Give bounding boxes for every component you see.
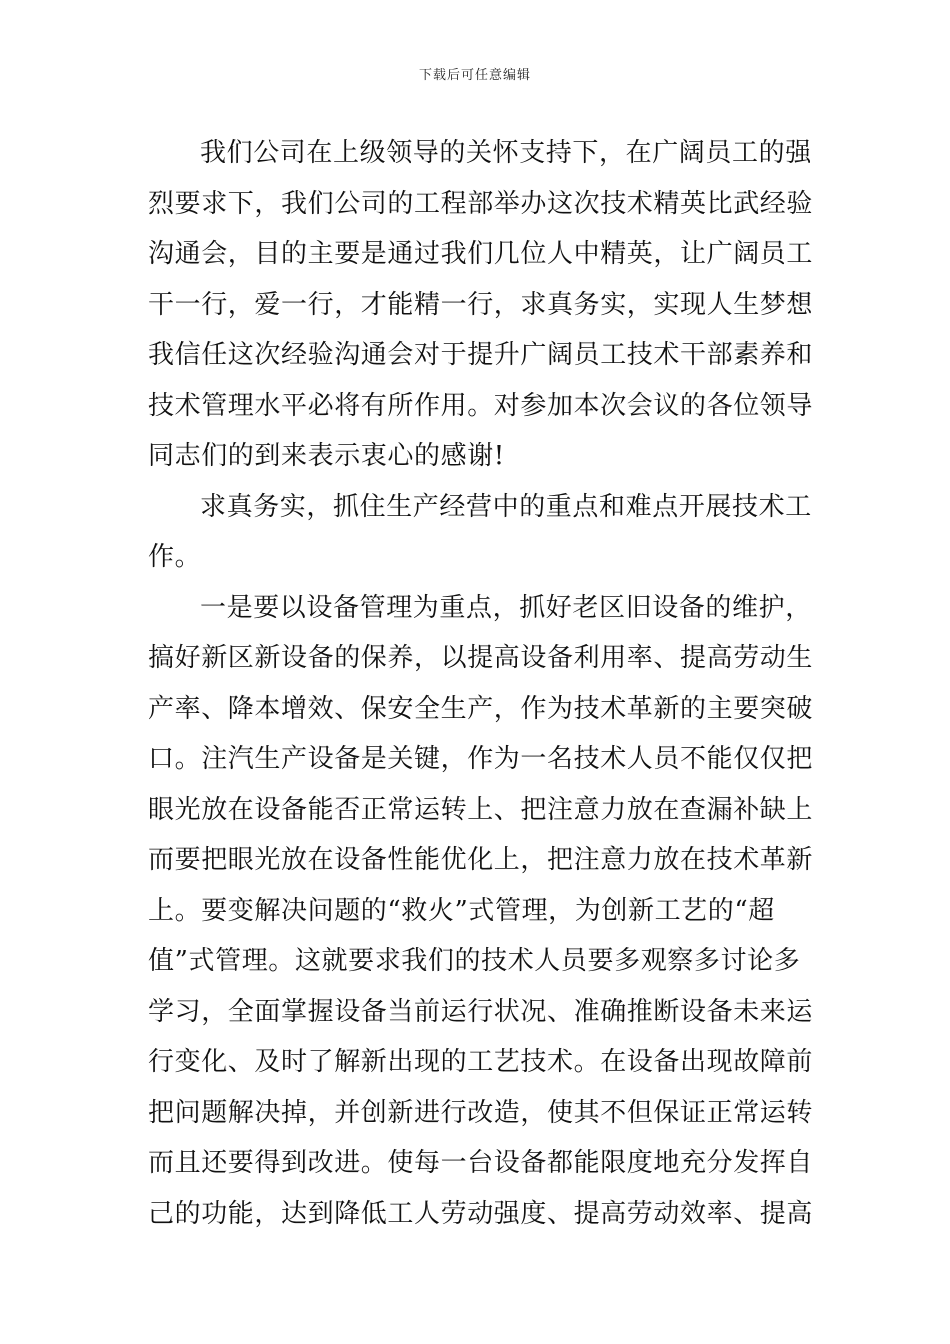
paragraph-line: 我们公司在上级领导的关怀支持下，在广阔员工的强 (200, 138, 812, 168)
paragraph-line: 干一行，爱一行，才能精一行，求真务实，实现人生梦想 (148, 289, 814, 320)
paragraph-line: 学习，全面掌握设备当前运行状况、准确推断设备未来运 (148, 996, 814, 1027)
paragraph-line: 口。注汽生产设备是关键，作为一名技术人员不能仅仅把 (148, 744, 814, 774)
paragraph-line: 我信任这次经验沟通会对于提升广阔员工技术干部素养和 (148, 340, 814, 370)
paragraph-line: 技术管理水平必将有所作用。对参加本次会议的各位领导 (148, 390, 814, 421)
paragraph-line: 搞好新区新设备的保养，以提高设备利用率、提高劳动生 (148, 643, 814, 673)
paragraph-line: 作。 (148, 542, 202, 572)
paragraph-line: 沟通会，目的主要是通过我们几位人中精英，让广阔员工 (148, 239, 814, 269)
paragraph-line: 把问题解决掉，并创新进行改造，使其不但保证正常运转 (148, 1097, 814, 1128)
paragraph-line: 求真务实，抓住生产经营中的重点和难点开展技术工 (200, 491, 812, 522)
paragraph-line: 己的功能，达到降低工人劳动强度、提高劳动效率、提高 (148, 1198, 814, 1229)
document-body (148, 128, 814, 1239)
paragraph-line: 行变化、及时了解新出现的工艺技术。在设备出现故障前 (148, 1047, 814, 1077)
paragraph-line: 上。要变解决问题的“救火”式管理，为创新工艺的“超 (148, 895, 775, 926)
paragraph-line: 值”式管理。这就要求我们的技术人员要多观察多讨论多 (148, 946, 801, 976)
header-note: 下载后可任意编辑 (418, 68, 531, 83)
paragraph-line: 眼光放在设备能否正常运转上、把注意力放在查漏补缺上 (148, 794, 814, 825)
paragraph-line: 一是要以设备管理为重点，抓好老区旧设备的维护， (200, 592, 812, 623)
paragraph-line: 同志们的到来表示衷心的感谢! (148, 441, 505, 471)
paragraph-line: 烈要求下，我们公司的工程部举办这次技术精英比武经验 (148, 188, 814, 219)
paragraph-line: 产率、降本增效、保安全生产，作为技术革新的主要突破 (148, 693, 814, 724)
paragraph-line: 而且还要得到改进。使每一台设备都能限度地充分发挥自 (148, 1148, 814, 1178)
paragraph-line: 而要把眼光放在设备性能优化上，把注意力放在技术革新 (148, 845, 814, 875)
